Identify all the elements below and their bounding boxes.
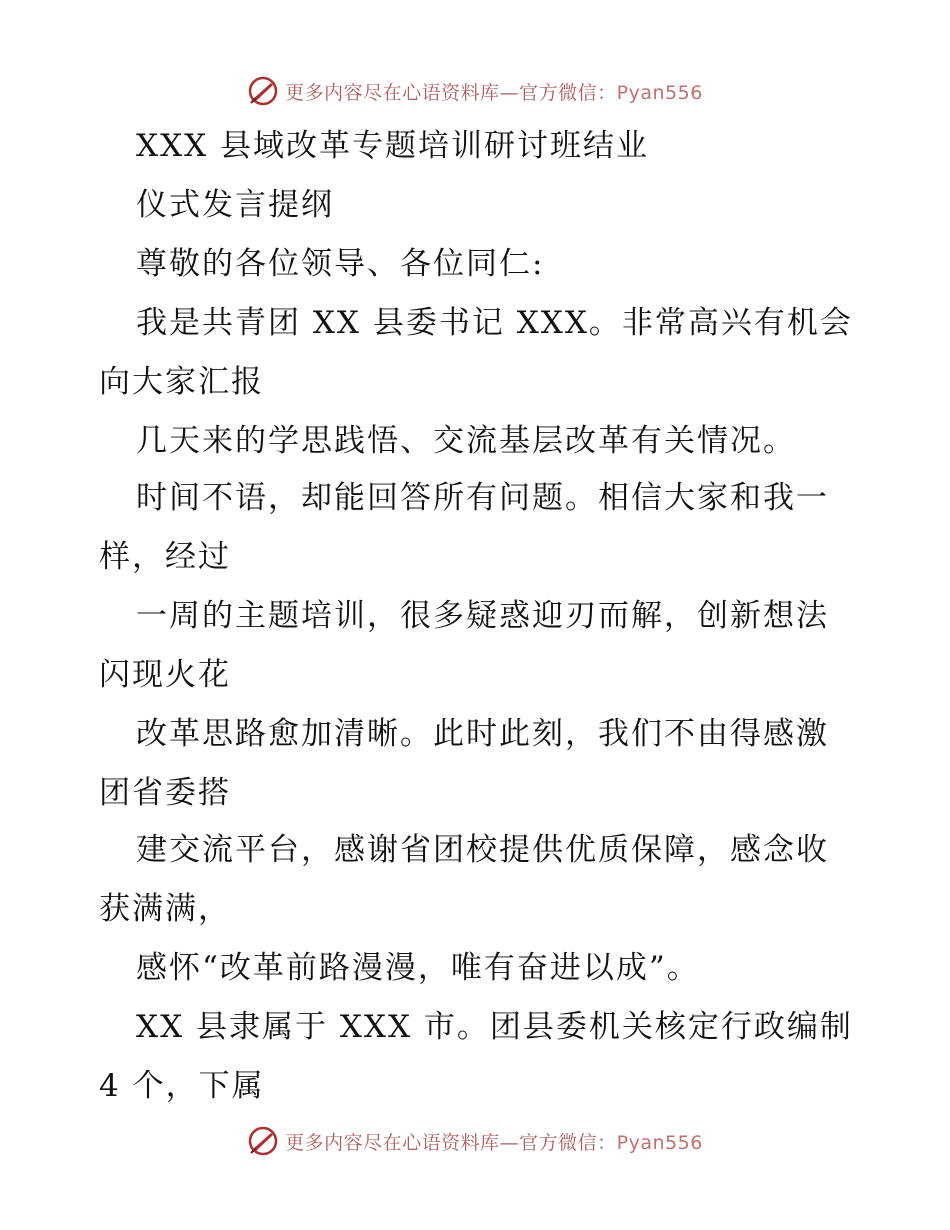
- footer-watermark-banner: [0, 1121, 950, 1161]
- paragraph-line: 感怀“改革前路漫漫，唯有奋进以成”。: [136, 950, 700, 986]
- paragraph-line: 闪现火花: [99, 657, 231, 693]
- header-watermark-banner: [0, 71, 950, 111]
- paragraph-line: 样，经过: [99, 539, 231, 575]
- paragraph-line: 获满满，: [99, 891, 231, 927]
- quill-pen-logo-icon: [247, 75, 279, 107]
- paragraph-line: 我是共青团 XX 县委书记 XXX。非常高兴有机会: [136, 305, 853, 341]
- paragraph-line: 团省委搭: [99, 775, 231, 811]
- paragraph-line: 建交流平台，感谢省团校提供优质保障，感念收: [136, 832, 829, 868]
- paragraph-line: 时间不语，却能回答所有问题。相信大家和我一: [136, 480, 829, 516]
- salutation: 尊敬的各位领导、各位同仁:: [136, 246, 545, 282]
- paragraph-line: 改革思路愈加清晰。此时此刻，我们不由得感激: [136, 716, 829, 752]
- paragraph-line: 向大家汇报: [99, 364, 264, 400]
- paragraph-line: 几天来的学思践悟、交流基层改革有关情况。: [136, 423, 796, 459]
- watermark-text: 更多内容尽在心语资料库—官方微信：Pyan556: [285, 81, 703, 104]
- paragraph-line: 一周的主题培训，很多疑惑迎刃而解，创新想法: [136, 598, 829, 634]
- doc-title-line-1: XXX 县域改革专题培训研讨班结业: [136, 128, 650, 164]
- paragraph-line: XX 县隶属于 XXX 市。团县委机关核定行政编制: [136, 1009, 853, 1045]
- doc-title-line-2: 仪式发言提纲: [136, 187, 334, 223]
- watermark-text: 更多内容尽在心语资料库—官方微信：Pyan556: [285, 1131, 703, 1154]
- paragraph-line: 4 个，下属: [99, 1068, 265, 1104]
- quill-pen-logo-icon: [247, 1125, 279, 1157]
